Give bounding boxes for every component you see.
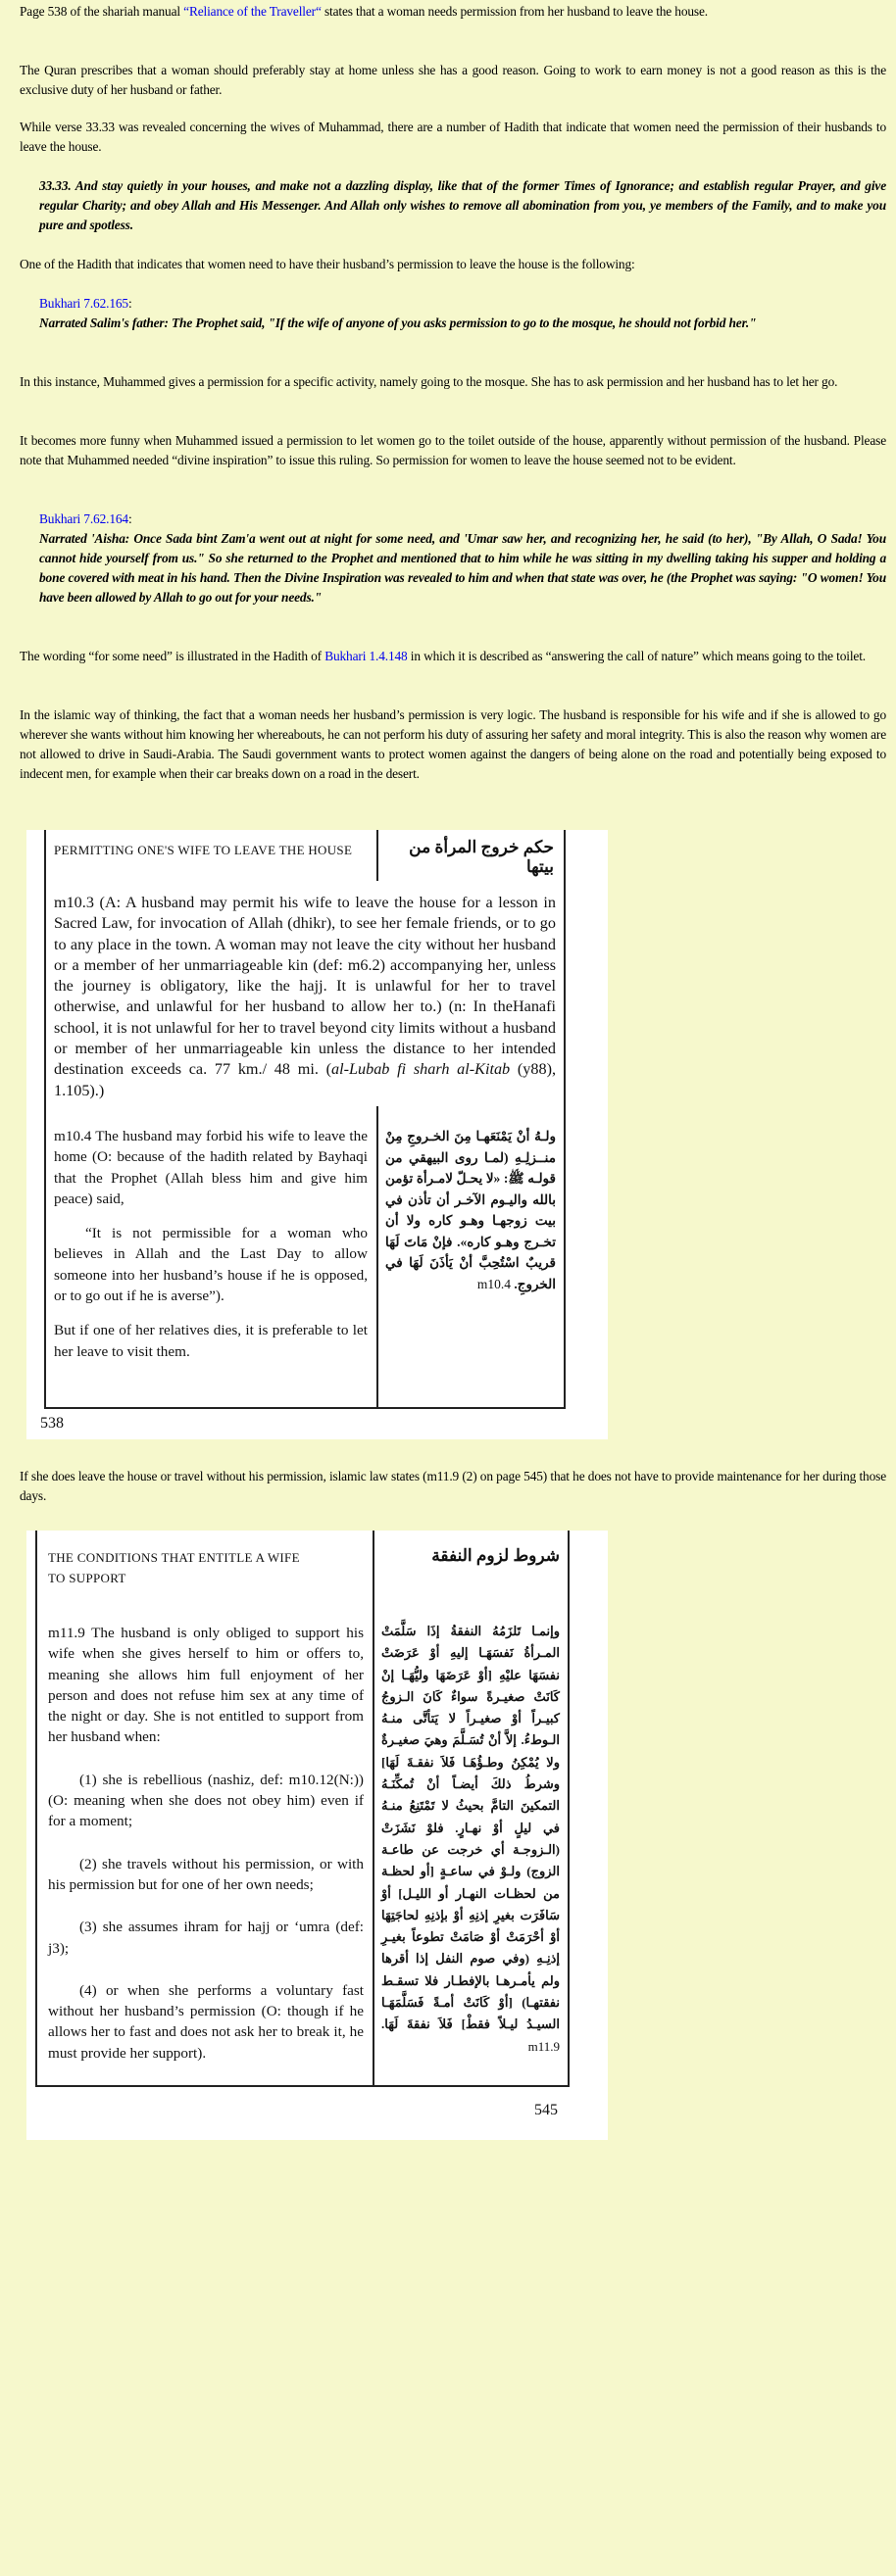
condition-item-4: (4) or when she performs a voluntary fast without her husband’s permission (O: though if he allows her to fast and does not ask her to break it, he must provide her support). bbox=[48, 1981, 364, 2062]
column-divider bbox=[376, 1106, 378, 1408]
hadith-quote-1: Bukhari 7.62.165: Narrated Salim's father: The Prophet said, "If the wife of anyone of you asks permission to go to the mosque, he should not forbid her." bbox=[39, 294, 886, 333]
right-border bbox=[564, 830, 566, 1408]
condition-item-2: (2) she travels without his permission, or with his permission but for one of her own needs; bbox=[48, 1855, 364, 1893]
intro-paragraph: Page 538 of the shariah manual “Reliance of the Traveller“ states that a woman needs permission from her husband to leave the house. bbox=[20, 4, 708, 19]
page-number-538: 538 bbox=[40, 1415, 64, 1432]
book-scan-page-538 bbox=[26, 830, 608, 1439]
scan2-heading-ar: شروط لزوم النفقة bbox=[431, 1546, 560, 1565]
bukhari-1-4-148-link[interactable]: Bukhari 1.4.148 bbox=[324, 649, 408, 663]
left-border bbox=[35, 1531, 37, 2086]
page-number-545: 545 bbox=[534, 2102, 558, 2118]
logic-paragraph: In the islamic way of thinking, the fact that a woman needs her husband’s permission is very logic. The husband is responsible for his wife and if she is allowed to go wherever she wants without him knowing her whereabouts, he can not perform his duty of assuring her safety and moral integrity. This is also the reason why women are not allowed to drive in Saudi-Arabia. The Saudi government wants to protect women against the dangers of being alone on the road and potentially being exposed to indecent men, for example when their car breaks down on a road in the desert. bbox=[20, 707, 886, 781]
condition-item-1: (1) she is rebellious (nashiz, def: m10.12(N:)) (O: meaning when she does not obey him) even if for a moment; bbox=[48, 1771, 364, 1830]
mosque-paragraph: In this instance, Muhammed gives a permission for a specific activity, namely going to the mosque. She has to ask permission and her husband has to let her go. bbox=[20, 374, 838, 389]
scan2-heading-en-2: TO SUPPORT bbox=[48, 1571, 126, 1585]
hadith-text-1: Narrated Salim's father: The Prophet said, "If the wife of anyone of you asks permission to go to the mosque, he should not forbid her." bbox=[39, 316, 757, 330]
bottom-border bbox=[35, 2085, 570, 2087]
scan1-heading-ar: حكم خروج المرأة من بيتها bbox=[409, 838, 554, 876]
right-border bbox=[568, 1531, 570, 2086]
book-scan-page-545 bbox=[26, 1531, 608, 2140]
bukhari-7-62-164-link[interactable]: Bukhari 7.62.164 bbox=[39, 511, 128, 526]
hadith-text-2: Narrated 'Aisha: Once Sada bint Zam'a went out at night for some need, and 'Umar saw her, and recognizing her, he said (to her), "By Allah, O Sada! You cannot hide yourself from us." So she returned to the Prophet and mentioned that to him while he was sitting in my dwelling taking his supper and holding a bone covered with meat in his hand. Then the Divine Inspiration was revealed to him and when that state was over, he (the Prophet was saying: "O women! You have been allowed by Allah to go out for your needs." bbox=[39, 531, 886, 605]
verse-context-paragraph: While verse 33.33 was revealed concerning the wives of Muhammad, there are a number of Hadith that indicate that women need the permission of their husbands to leave the house. bbox=[20, 120, 886, 154]
bukhari-7-62-165-link[interactable]: Bukhari 7.62.165 bbox=[39, 296, 128, 311]
column-divider bbox=[373, 1531, 374, 2086]
m10-4-text: m10.4 The husband may forbid his wife to leave the home (O: because of the hadith related by Bayhaqi that the Prophet (Allah bless him and give him peace) said, “It is not permissible for a woman who believes in Allah and the Last Day to allow someone into her husband’s house if he is opposed, or to go out if he is averse”). But if one of her relatives dies, it is preferable to let her leave to visit them. bbox=[54, 1128, 368, 1360]
verse-quote: 33.33. And stay quietly in your houses, and make not a dazzling display, like that of the former Times of Ignorance; and establish regular Prayer, and give regular Charity; and obey Allah and His Messenger. And Allah only wishes to remove all abomination from you, ye members of the Family, and to make you pure and spotless. bbox=[39, 178, 886, 232]
m10-4-arabic: ولـهُ أنْ يَمْنَعَهـا مِنَ الخـروجِ مِنْ منــزلِـهِ (لمـا روى البيهقي من قولـه ﷺ: «لا يحـلّ لامـرأة تؤمن بالله واليـوم الآخـر أن تأذن في بيت زوجهـا وهـو كاره ولا أن تخـرج وهـو كاره». فإنْ مَاتَ لَهَا قريبٌ اسْتُحِبَّ أنْ يَأذَنَ لَهَا في الخروجِ. m10.4 bbox=[385, 1129, 556, 1291]
scan1-heading-en: PERMITTING ONE'S WIFE TO LEAVE THE HOUSE bbox=[54, 843, 353, 857]
condition-item-3: (3) she assumes ihram for hajj or ‘umra (def: j3); bbox=[48, 1919, 364, 1957]
hadith-quote-2: Bukhari 7.62.164: Narrated 'Aisha: Once Sada bint Zam'a went out at night for some need, and 'Umar saw her, and recognizing her, he said (to her), "By Allah, O Sada! You cannot hide yourself from us." So she returned to the Prophet and mentioned that to him while he was sitting in my dwelling taking his supper and holding a bone covered with meat in his hand. Then the Divine Inspiration was revealed to him and when that state was over, he (the Prophet was saying: "O women! You have been allowed by Allah to go out for your needs." bbox=[39, 510, 886, 608]
wording-paragraph: The wording “for some need” is illustrated in the Hadith of Bukhari 1.4.148 in which it is described as “answering the call of nature” which means going to the toilet. bbox=[20, 649, 866, 663]
m11-9-arabic: وإنمـا تَلزَمُهُ النفقةُ إذَا سَلَّمَتْ المـرأةُ نَفسَهَـا إليهِ أوْ عَرَضَتْ نفسَهَا عليْهِ [أوْ عَرَضَهَا وليُّهَـا إنْ كَانَتْ صغيـرةً سواءٌ كَانَ الـزوجُ كبيـراً أوْ صغيـراً لا يَتأتَّى منـهُ الـوطءُ. إلاَّ أنْ تُسَـلَّمَ وهيَ صغيـرةٌ ولا يُمْكِنُ وطـؤُهَـا فَلاَ نفقـةَ لَهَا] وشرطُ ذلكَ أيضـاً أنْ تُمكِّنَـهُ التمكينَ التامَّ بحيثُ لا تَمْتَنِعُ منـهُ في ليلٍ أوْ نهـارٍ. فلوْ نَشَزَتْ (الـزوجـة أي خرجت عن طاعـة الزوج) ولـوْ في ساعـةٍ [أو لحظـة من لحظـات النهـار أو الليـل] أوْ سَافَرَت بغيرِ إذنِهِ أوْ بإذنِهِ لحاجَتِهَا أوْ أحْرَمَتْ أوْ صَامَتْ تطوعاً بغيـرِ إذنِـهِ (وفي صوم النفل إذا أقرها ولم يأمـرهـا بالإفطـار فلا تسقـط نفقتهـا) [أوْ كَانَتْ أمـةً فَسَلَّمَهَـا السيـدُ ليـلاً فقطْ] فَلاَ نفقةَ لَهَا. m11.9 bbox=[381, 1624, 560, 2054]
left-border bbox=[44, 830, 46, 1408]
toilet-paragraph: It becomes more funny when Muhammed issued a permission to let women go to the toilet outside of the house, apparently without permission of the husband. Please note that Muhammed needed “divine inspiration” to issue this ruling. So permission for women to leave the house seemed not to be evident. bbox=[20, 433, 886, 467]
header-divider bbox=[376, 830, 378, 881]
scan2-heading-en-1: THE CONDITIONS THAT ENTITLE A WIFE bbox=[48, 1550, 300, 1565]
quran-paragraph: The Quran prescribes that a woman should preferably stay at home unless she has a good reason. Going to work to earn money is not a good reason as this is the exclusive duty of her husband or father. bbox=[20, 63, 886, 97]
reliance-of-traveller-link[interactable]: “Reliance of the Traveller“ bbox=[183, 4, 322, 19]
m10-3-text: m10.3 (A: A husband may permit his wife to leave the house for a lesson in Sacred Law, for invocation of Allah (dhikr), to see her female friends, or to go to any place in the town. A woman may not leave the city without her husband or a member of her unmarriageable kin (def: m6.2) accompanying her, unless the journey is obligatory, like the hajj. It is unlawful for her to travel otherwise, and unlawful for her husband to allow her to.) (n: In theHanafi school, it is not unlawful for her to travel beyond city limits without a husband or member of her unmarriageable kin unless the distance to her intended destination exceeds ca. 77 km./ 48 mi. (al-Lubab fi sharh al-Kitab (y88), 1.105).) bbox=[54, 894, 557, 1099]
maintenance-paragraph: If she does leave the house or travel without his permission, islamic law states (m11.9 (2) on page 545) that he does not have to provide maintenance for her during those days. bbox=[20, 1469, 886, 1503]
m11-9-text: m11.9 The husband is only obliged to support his wife when she gives herself to him or offers to, meaning she allows him full enjoyment of her person and does not refuse him sex at any time of the night or day. She is not entitled to support from her husband when: (1) she is rebellious (nashiz, def: m10.12(N:)) (O: meaning when she does not obey him) even if for a moment; (2) she travels without his permission, or with his permission but for one of her own needs; (3) she assumes ihram for hajj or ‘umra (def: j3); (4) or when she performs a voluntary fast without her husband’s permission (O: though if he allows her to fast and does not ask her to break it, he must provide her support). bbox=[48, 1623, 364, 2064]
hadith-intro-paragraph: One of the Hadith that indicates that women need to have their husband’s permission to leave the house is the following: bbox=[20, 257, 635, 271]
bottom-border bbox=[44, 1407, 566, 1409]
